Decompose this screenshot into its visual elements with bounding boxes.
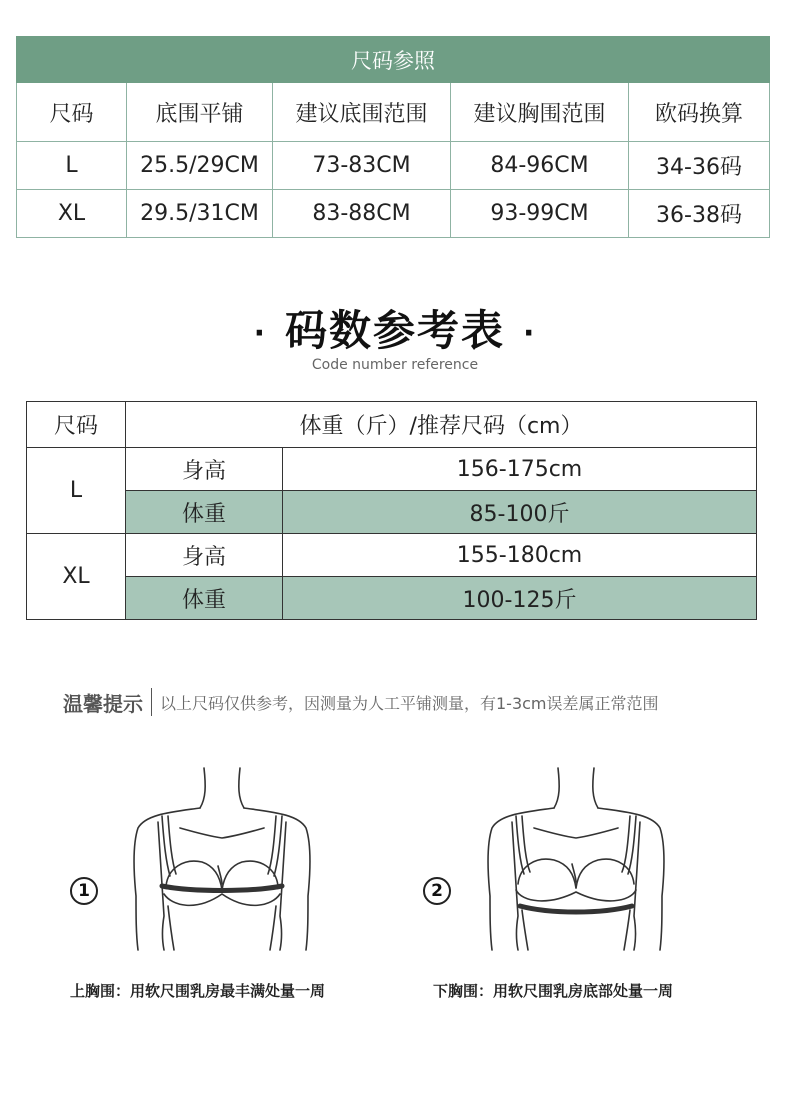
tip-line [63, 686, 659, 718]
table-row [27, 448, 757, 491]
title-dot-right: · [523, 316, 537, 351]
value-cell: 156-175cm [283, 448, 757, 491]
column-header: 建议底围范围 [273, 83, 451, 142]
table-row [27, 534, 757, 577]
tip-divider [151, 688, 152, 716]
column-header: 底围平铺 [127, 83, 273, 142]
column-header: 欧码换算 [629, 83, 770, 142]
step-number-2: 2 [423, 877, 451, 905]
table-cell: 84-96CM [451, 142, 629, 190]
label-cell: 身高 [126, 534, 283, 577]
column-header: 体重（斤）/推荐尺码（cm） [126, 402, 757, 448]
table-row [27, 577, 757, 620]
size-cell: XL [27, 534, 126, 620]
label-cell: 体重 [126, 577, 283, 620]
table-cell: 93-99CM [451, 190, 629, 238]
size-table-title: 尺码参照 [17, 37, 770, 83]
value-cell: 85-100斤 [283, 491, 757, 534]
table-row [17, 190, 770, 238]
column-header: 尺码 [17, 83, 127, 142]
tip-text: 以上尺码仅供参考，因测量为人工平铺测量，有1-3cm误差属正常范围 [160, 693, 659, 713]
section-subtitle: Code number reference [311, 357, 479, 373]
value-cell: 100-125斤 [283, 577, 757, 620]
column-header: 建议胸围范围 [451, 83, 629, 142]
section-title [0, 298, 790, 358]
table-row [17, 142, 770, 190]
table-cell: 29.5/31CM [127, 190, 273, 238]
reference-header-row [27, 402, 757, 448]
tip-label: 温馨提示 [63, 691, 143, 716]
size-table-header-row [17, 83, 770, 142]
under-bust-caption: 下胸围：用软尺围乳房底部处量一周 [433, 982, 674, 1000]
upper-bust-caption: 上胸围：用软尺围乳房最丰满处量一周 [70, 982, 326, 1000]
upper-bust-figure-icon [122, 766, 322, 952]
section-title-text: 码数参考表 [284, 306, 505, 355]
table-cell: 73-83CM [273, 142, 451, 190]
table-cell: XL [17, 190, 127, 238]
size-cell: L [27, 448, 126, 534]
step-number-1: 1 [70, 877, 98, 905]
label-cell: 身高 [126, 448, 283, 491]
table-cell: L [17, 142, 127, 190]
table-cell: 36-38码 [629, 190, 770, 238]
label-cell: 体重 [126, 491, 283, 534]
table-cell: 83-88CM [273, 190, 451, 238]
title-dot-left: · [253, 316, 267, 351]
size-table-title-row [17, 37, 770, 83]
table-cell: 34-36码 [629, 142, 770, 190]
value-cell: 155-180cm [283, 534, 757, 577]
table-cell: 25.5/29CM [127, 142, 273, 190]
reference-table [26, 401, 757, 620]
table-row [27, 491, 757, 534]
under-bust-figure-icon [476, 766, 676, 952]
column-header: 尺码 [27, 402, 126, 448]
size-table [16, 36, 770, 238]
